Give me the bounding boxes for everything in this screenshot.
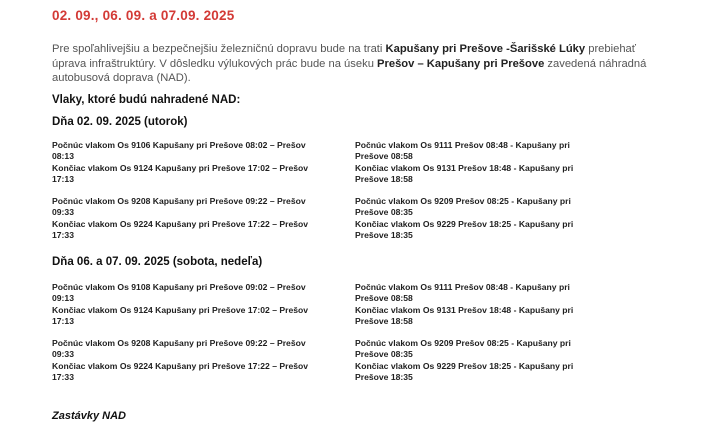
day-heading: Dňa 02. 09. 2025 (utorok)	[52, 116, 188, 128]
intro-route: Kapušany pri Prešove -Šarišské Lúky	[385, 43, 586, 55]
train-line: Počnúc vlakom Os 9111 Prešov 08:48 - Kapušany pri	[355, 282, 570, 292]
train-line: Počnúc vlakom Os 9108 Kapušany pri Prešove 09:02 – Prešov	[52, 282, 306, 292]
stops-heading: Zastávky NAD	[52, 410, 126, 422]
train-time: 17:33	[52, 372, 74, 383]
intro-text-2: prebiehať úprava infraštruktúry. V dôsledku výlukových prác bude na úseku	[52, 43, 636, 70]
train-time: Prešove 18:35	[355, 230, 413, 241]
train-time: Prešove 08:35	[355, 207, 413, 218]
train-line: Končiac vlakom Os 9229 Prešov 18:25 - Kapušany pri	[355, 219, 574, 229]
train-entry	[355, 196, 630, 219]
train-line: Končiac vlakom Os 9224 Kapušany pri Prešove 17:22 – Prešov	[52, 219, 309, 229]
train-entry	[355, 282, 630, 305]
train-line: Počnúc vlakom Os 9209 Prešov 08:25 - Kapušany pri	[355, 338, 571, 348]
train-line: Počnúc vlakom Os 9208 Kapušany pri Prešove 09:22 – Prešov	[52, 338, 306, 348]
train-entry	[52, 140, 342, 163]
train-entry	[52, 305, 342, 328]
train-entry	[52, 282, 342, 305]
train-time: 09:33	[52, 349, 74, 360]
train-entry	[355, 219, 630, 242]
train-time: 17:13	[52, 174, 74, 185]
intro-text-3: zavedená náhradná autobusová doprava (NAD).	[52, 57, 647, 84]
train-time: Prešove 18:58	[355, 316, 413, 327]
train-entry	[52, 338, 342, 361]
train-line: Končiac vlakom Os 9124 Kapušany pri Prešove 17:02 – Prešov	[52, 305, 309, 315]
intro-section: Prešov – Kapušany pri Prešove	[377, 57, 545, 70]
train-line: Končiac vlakom Os 9224 Kapušany pri Prešove 17:22 – Prešov	[52, 361, 309, 371]
train-time: Prešove 18:58	[355, 174, 413, 185]
train-time: Prešove 08:58	[355, 151, 413, 162]
train-time: 08:13	[52, 151, 74, 162]
train-entry	[355, 338, 630, 361]
train-entry	[52, 163, 342, 186]
train-line: Končiac vlakom Os 9131 Prešov 18:48 - Kapušany pri	[355, 163, 574, 173]
page-title: 02. 09., 06. 09. a 07.09. 2025	[52, 8, 235, 23]
train-entry	[52, 219, 342, 242]
train-time: 17:13	[52, 316, 74, 327]
intro-paragraph	[52, 42, 672, 86]
train-line: Končiac vlakom Os 9124 Kapušany pri Prešove 17:02 – Prešov	[52, 163, 309, 173]
train-line: Počnúc vlakom Os 9106 Kapušany pri Prešove 08:02 – Prešov	[52, 140, 306, 150]
day-heading: Dňa 06. a 07. 09. 2025 (sobota, nedeľa)	[52, 256, 263, 268]
train-line: Počnúc vlakom Os 9209 Prešov 08:25 - Kapušany pri	[355, 196, 571, 206]
train-entry	[355, 305, 630, 328]
replaced-trains-heading: Vlaky, ktoré budú nahradené NAD:	[52, 94, 241, 106]
train-time: 09:13	[52, 293, 74, 304]
train-line: Končiac vlakom Os 9229 Prešov 18:25 - Kapušany pri	[355, 361, 574, 371]
train-line: Počnúc vlakom Os 9208 Kapušany pri Prešove 09:22 – Prešov	[52, 196, 306, 206]
train-time: 17:33	[52, 230, 74, 241]
train-entry	[355, 361, 630, 384]
train-entry	[52, 361, 342, 384]
train-time: Prešove 08:58	[355, 293, 413, 304]
train-line: Počnúc vlakom Os 9111 Prešov 08:48 - Kapušany pri	[355, 140, 570, 150]
intro-text-1: Pre spoľahlivejšiu a bezpečnejšiu železničnú dopravu bude na trati	[52, 43, 386, 55]
train-entry	[52, 196, 342, 219]
train-entry	[355, 163, 630, 186]
train-entry	[355, 140, 630, 163]
train-line: Končiac vlakom Os 9131 Prešov 18:48 - Kapušany pri	[355, 305, 574, 315]
train-time: Prešove 08:35	[355, 349, 413, 360]
train-time: Prešove 18:35	[355, 372, 413, 383]
train-time: 09:33	[52, 207, 74, 218]
